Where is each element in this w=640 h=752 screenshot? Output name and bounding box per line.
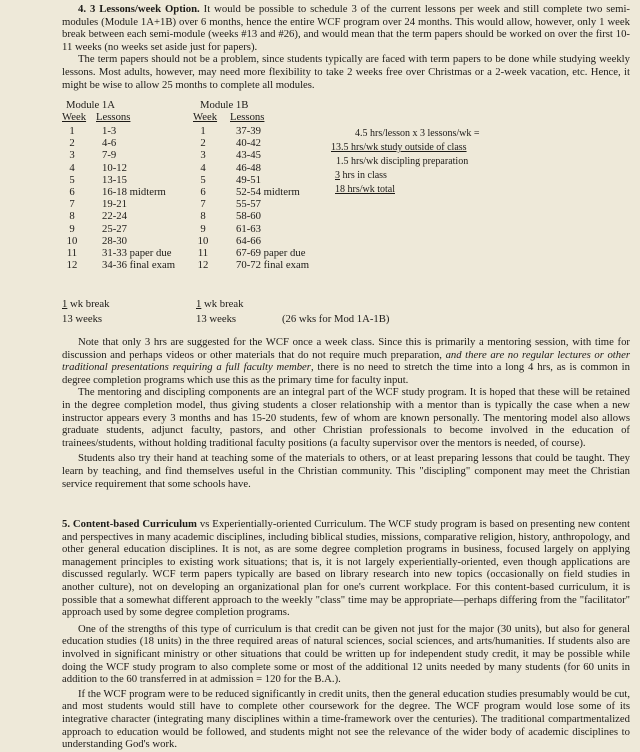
module-1b-week-cell: 6 [200,185,206,198]
module-1a-lesson-cell: 16-18 midterm [102,185,166,198]
module-1a-week-cell: 11 [66,246,78,259]
section-4 [62,3,630,91]
module-1b-lesson-cell: 43-45 [236,149,261,162]
notes-paragraph-3: Students also try their hand at teaching some of the materials to others, or at least preparing lessons that could be taught. They learn by teaching, and find themselves useful in the Christian community. This "discipling" component may meet the Christian service requirement that some schools have. [62,452,630,490]
module-1a-lesson-cell: 34-36 final exam [102,259,176,272]
module-1a-lesson-cell: 25-27 [102,222,127,235]
section-4-text: It would be possible to schedule 3 of the current lessons per week and still complete two semi-modules (Module 1A+1B) over 6 months, hence the entire WCF program over 24 months. This would allow, however, only 1 week break between each semi-module (weeks #13 and #26), and would mean that the term papers should be worked on over the first 10-11 weeks (no weeks set aside just for papers). [62,3,630,53]
module-1b-lesson-cell: 46-48 [236,161,261,174]
section-5-paragraph-3: If the WCF program were to be reduced significantly in credit units, then the general education studies presumably would be cut, and most students would still have to complete other coursework for the degree. The WCF program would lose some of its integrative character (integrating many disciplines within a time-framework over the centuries). The traditional compartmentalized approach to education would be followed, and students might not see the relevance of the wider body of academic disciplines to understanding God's work. [62,687,630,751]
module-1a-lesson-cell: 28-30 [102,234,127,247]
module-1a-week-header: Week [62,111,87,123]
hours-line-1: 4.5 hrs/lesson x 3 lessons/wk = [355,128,480,139]
hours-line-5: 18 hrs/wk total [335,184,395,195]
module-1b-week-cell: 8 [200,210,206,223]
schedule-total-note: (26 wks for Mod 1A-1B) [282,313,390,325]
module-1b-week-cell: 10 [197,234,209,247]
section-4-intro [62,3,630,53]
module-1a-lesson-cell: 19-21 [102,198,127,211]
module-1a-weeks [62,125,82,271]
module-1a-week-cell: 7 [69,198,75,211]
module-1b-break: 1 wk break [196,298,244,310]
hours-line-4: 3 hrs in class [335,170,387,181]
notes-section [62,336,630,490]
module-1a-lesson-cell: 7-9 [102,149,117,162]
section-5-heading: 5. Content-based Curriculum [62,518,197,530]
module-1b-total: 13 weeks [196,313,237,325]
hours-line-2: 13.5 hrs/wk study outside of class [331,142,467,153]
module-1a-week-cell: 2 [69,137,75,150]
module-1b-lesson-cell: 64-66 [236,234,261,247]
module-1b-lesson-cell: 37-39 [236,125,261,137]
module-1a-lesson-cell: 4-6 [102,137,117,150]
module-1a-week-cell: 12 [66,259,78,272]
module-1a-week-cell: 9 [69,222,75,235]
module-1b-lesson-cell: 49-51 [236,173,261,186]
module-1b-weeks [193,125,213,271]
module-1b-week-cell: 2 [200,137,206,150]
module-1b-lessons [236,125,309,271]
module-1b-week-cell: 9 [200,222,206,235]
module-1b-lesson-cell: 58-60 [236,210,261,223]
module-1a-lesson-cell: 1-3 [102,125,117,137]
module-1b-week-cell: 3 [200,149,206,162]
module-1a-week-cell: 10 [66,234,78,247]
module-1b-title: Module 1B [200,99,249,111]
module-1a-week-cell: 3 [69,149,75,162]
section-4-heading: 4. 3 Lessons/week Option. [78,3,200,15]
hours-line-3: 1.5 hrs/wk discipling preparation [336,156,469,167]
module-1b-week-cell: 5 [200,173,206,186]
section-5 [62,518,630,751]
module-1a-total: 13 weeks [62,313,103,325]
module-1a-week-cell: 5 [69,173,75,186]
module-1a-lesson-cell: 10-12 [102,161,127,174]
module-1b-lesson-cell: 55-57 [236,198,261,211]
module-1a-week-cell: 4 [69,161,75,174]
module-1b-week-cell: 1 [200,125,206,137]
module-1b-week-cell: 4 [200,161,206,174]
section-5-paragraph-2: One of the strengths of this type of curriculum is that credit can be given not just for the major (30 units), but also for general education studies (18 units) in the three required areas of natural sciences, social sciences, and arts/humanities. If students also are involved in significant ministry or other situations that could be written up for independent study credit, it may be possible while doing the WCF study program to also complete some or most of the additional 12 units needed by many students (for 60 units in addition to the 60 transferred in at admission = 120 for the B.A.). [62,622,630,686]
module-1b-lesson-cell: 40-42 [236,137,261,150]
module-1b-lessons-header: Lessons [230,111,265,123]
module-1a-break: 1 wk break [62,298,110,310]
module-1a-lessons-header: Lessons [96,111,131,123]
module-1a-lesson-cell: 22-24 [102,210,127,223]
module-1b-week-cell: 12 [197,259,209,272]
module-1b-lesson-cell: 67-69 paper due [236,246,306,259]
module-1b-week-header: Week [193,111,218,123]
module-1a-title: Module 1A [66,99,115,111]
module-1b-week-cell: 7 [200,198,206,211]
notes-paragraph-2: The mentoring and discipling components are an integral part of the WCF study program. It is hoped that these will be retained in the degree completion model, thus giving students a closer relationship with a mentor than is typically the case when a new instructor appears every 3 months and has 15-20 students, few of whom are known personally. The mentoring model also allows graduate students, adjunct faculty, pastors, and other Christian professionals to become involved in the education of trainees/students, without holding traditional faculty positions (a faculty supervisor over the mentors is needed, of course). [62,386,630,449]
module-1b-lesson-cell: 52-54 midterm [236,185,300,198]
module-1a-lesson-cell: 13-15 [102,173,127,186]
section-5-paragraph-1: 5. Content-based Curriculum vs Experientially-oriented Curriculum. The WCF study program is based on presenting new content and perspectives in many academic disciplines, including biblical studies, missions, comparative religion, history, anthropology, and other general education disciplines. It is not, as are some degree completion programs in business, focused largely on applying management principles to existing work situations; that is, it is not largely experientially-oriented, even though applications are discussed regularly. WCF term papers typically are based on library research into new topics (occasionally on field studies in another culture), not on developing an organizational plan for one's current workplace. For this content-based curriculum, it is possible that a somewhat different approach to the weekly "class" time may be appropriate—perhaps differing from the "facilitator" approach used by some degree completion programs. [62,518,630,619]
section-4-paragraph-2: The term papers should not be a problem, since students typically are faced with term papers to be done while studying weekly lessons. Most adults, however, may need more flexibility to take 2 weeks free over Christmas or a 2-week vacation, etc. Hence, it might be wise to allow 25 months to complete all modules. [62,53,630,91]
module-1a-week-cell: 1 [69,125,75,137]
module-1b-lesson-cell: 70-72 final exam [236,259,310,272]
module-1a-week-cell: 8 [69,210,75,223]
module-1b-week-cell: 11 [197,246,209,259]
module-1a-lesson-cell: 31-33 paper due [102,246,172,259]
module-1b-lesson-cell: 61-63 [236,222,261,235]
notes-paragraph-1: Note that only 3 hrs are suggested for the WCF once a week class. Since this is primarily a mentoring session, with time for discussion and perhaps videos or other materials that do not require much preparation, and there are no regular lectures or other traditional presentations requiring a full faculty member, there is no need to stretch the time into a long 4 hrs, as is common in degree completion programs which use this as the primary time for faculty input. [62,336,631,386]
module-1a-lessons [102,125,175,271]
module-1a-week-cell: 6 [69,185,75,198]
